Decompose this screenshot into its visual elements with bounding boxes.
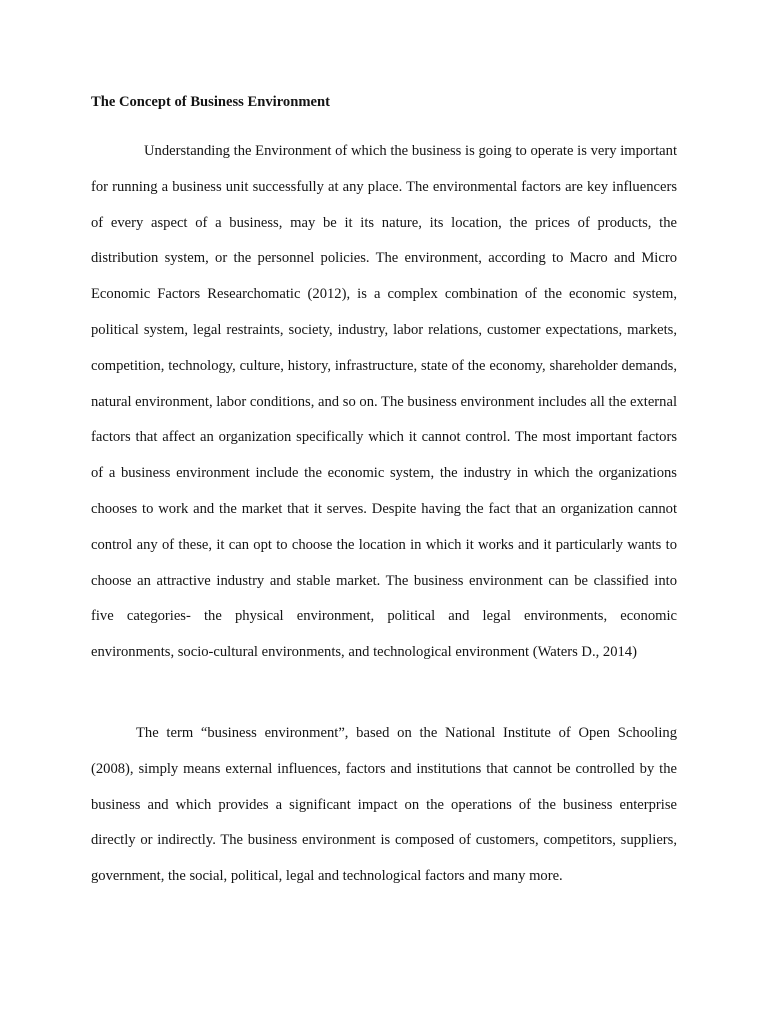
document-title: The Concept of Business Environment xyxy=(91,94,330,110)
paragraph-1: Understanding the Environment of which the business is going to operate is very important for running a business unit successfully at any place. The environmental factors are key influencers of every aspect of a business, may be it its nature, its location, the prices of products, the distribution system, or the personnel policies. The environment, according to Macro and Micro Economic Factors Researchomatic (2012), is a complex combination of the economic system, political system, legal restraints, society, industry, labor relations, customer expectations, markets, competition, technology, culture, history, infrastructure, state of the economy, shareholder demands, natural environment, labor conditions, and so on. The business environment includes all the external factors that affect an organization specifically which it cannot control. The most important factors of a business environment include the economic system, the industry in which the organizations chooses to work and the market that it serves. Despite having the fact that an organization cannot control any of these, it can opt to choose the location in which it works and it particularly wants to choose an attractive industry and stable market. The business environment can be classified into five categories- the physical environment, political and legal environments, economic environments, socio-cultural environments, and technological environment (Waters D., 2014) xyxy=(91,143,677,661)
paragraph-2: The term “business environment”, based on the National Institute of Open Schooling (2008), simply means external influences, factors and institutions that cannot be controlled by the business and which provides a significant impact on the operations of the business enterprise directly or indirectly. The business environment is composed of customers, competitors, suppliers, government, the social, political, legal and technological factors and many more. xyxy=(91,725,677,885)
